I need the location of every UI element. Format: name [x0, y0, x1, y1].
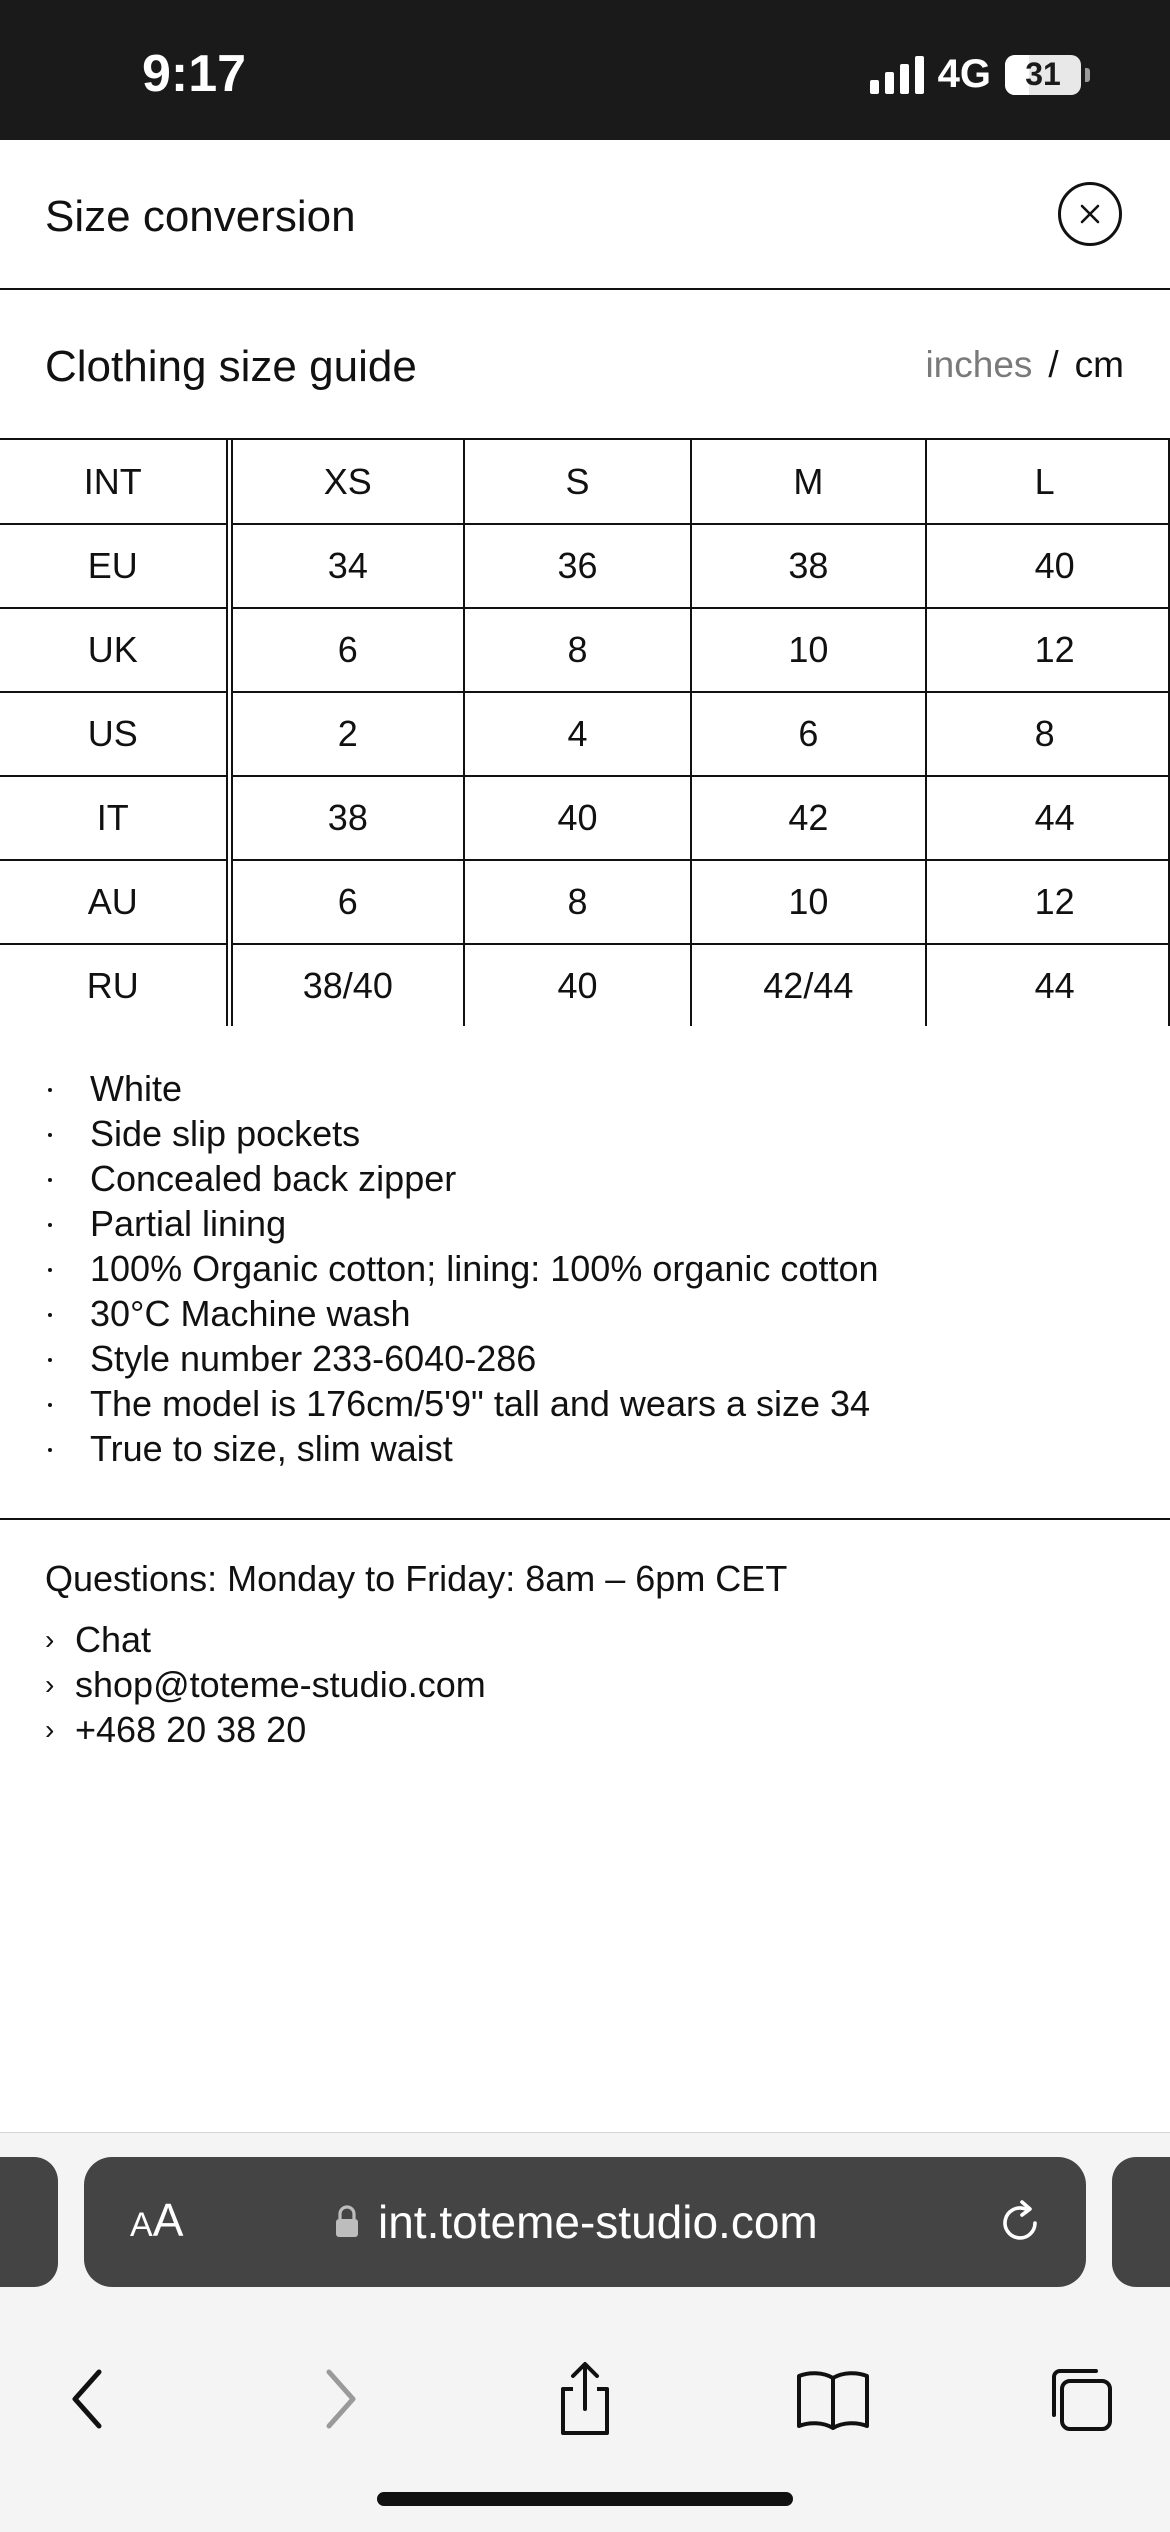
browser-bottom-bar — [0, 2132, 1170, 2532]
back-arrow-icon — [63, 2364, 113, 2434]
size-cell: 6 — [691, 692, 926, 776]
size-cell: 38 — [691, 524, 926, 608]
size-row-label: INT — [0, 440, 229, 524]
previous-tab-preview[interactable] — [0, 2157, 58, 2287]
size-table-row — [0, 692, 1169, 776]
size-cell: 10 — [691, 860, 926, 944]
size-cell: 2 — [229, 692, 464, 776]
modal-header — [0, 140, 1170, 290]
size-cell: 42/44 — [691, 944, 926, 1026]
next-tab-preview[interactable] — [1112, 2157, 1170, 2287]
detail-item: Partial lining — [45, 1201, 878, 1246]
size-table-row — [0, 860, 1169, 944]
text-size-large-label: A — [152, 2194, 184, 2246]
size-guide-heading — [0, 292, 1170, 440]
status-time: 9:17 — [142, 45, 247, 103]
size-row-label: EU — [0, 524, 229, 608]
share-icon — [550, 2359, 620, 2439]
size-cell: 40 — [464, 776, 691, 860]
size-cell: 10 — [691, 608, 926, 692]
size-cell: 12 — [926, 608, 1169, 692]
contact-chat-link[interactable] — [45, 1617, 1125, 1662]
text-size-small-label: A — [130, 2206, 153, 2244]
chevron-right-icon: › — [45, 1624, 55, 1655]
size-row-label: UK — [0, 608, 229, 692]
chevron-right-icon: › — [45, 1669, 55, 1700]
forward-arrow-icon — [315, 2364, 365, 2434]
size-cell: 40 — [926, 524, 1169, 608]
share-button[interactable] — [545, 2359, 625, 2439]
size-cell: 6 — [229, 860, 464, 944]
size-cell: 38/40 — [229, 944, 464, 1026]
contact-phone-link[interactable] — [45, 1707, 1125, 1752]
size-cell: XS — [229, 440, 464, 524]
size-cell: 40 — [464, 944, 691, 1026]
unit-toggle — [925, 344, 1124, 386]
address-bar[interactable] — [84, 2157, 1086, 2287]
close-button[interactable] — [1058, 182, 1122, 246]
browser-toolbar — [0, 2333, 1170, 2453]
size-cell: 8 — [926, 692, 1169, 776]
detail-item: Concealed back zipper — [45, 1156, 878, 1201]
forward-button[interactable] — [300, 2359, 380, 2439]
battery-icon — [1005, 55, 1081, 95]
size-cell: 42 — [691, 776, 926, 860]
contact-email-link[interactable] — [45, 1662, 1125, 1707]
status-bar — [0, 0, 1170, 140]
status-indicators — [870, 52, 1090, 97]
size-cell: 6 — [229, 608, 464, 692]
contact-chat-label: Chat — [75, 1619, 152, 1660]
url-text: int.toteme-studio.com — [378, 2196, 818, 2248]
size-row-label: RU — [0, 944, 229, 1026]
tabs-icon — [1042, 2361, 1118, 2437]
size-row-label: US — [0, 692, 229, 776]
size-guide-title: Clothing size guide — [45, 342, 417, 391]
close-icon — [1078, 202, 1102, 226]
contact-email-label: shop@toteme-studio.com — [75, 1664, 486, 1705]
bookmarks-button[interactable] — [793, 2359, 873, 2439]
chevron-right-icon: › — [45, 1714, 55, 1745]
size-table-row — [0, 776, 1169, 860]
battery-percent: 31 — [1025, 56, 1061, 92]
size-table-row — [0, 440, 1169, 524]
size-cell: 38 — [229, 776, 464, 860]
size-cell: 8 — [464, 608, 691, 692]
modal-title: Size conversion — [45, 192, 356, 241]
back-button[interactable] — [48, 2359, 128, 2439]
detail-item: 100% Organic cotton; lining: 100% organic cotton — [45, 1246, 878, 1291]
size-cell: L — [926, 440, 1169, 524]
size-table-scroll[interactable] — [0, 440, 1170, 1026]
size-cell: 44 — [926, 944, 1169, 1026]
contact-hours: Questions: Monday to Friday: 8am – 6pm CET — [45, 1558, 788, 1599]
text-size-button[interactable] — [130, 2193, 183, 2247]
size-cell: 4 — [464, 692, 691, 776]
size-cell: 36 — [464, 524, 691, 608]
detail-item: Style number 233-6040-286 — [45, 1336, 878, 1381]
unit-cm-button[interactable]: cm — [1074, 344, 1124, 385]
detail-item: White — [45, 1066, 878, 1111]
size-table — [0, 440, 1170, 1026]
contact-phone-label: +468 20 38 20 — [75, 1709, 307, 1750]
size-cell: 44 — [926, 776, 1169, 860]
tabs-button[interactable] — [1040, 2359, 1120, 2439]
detail-item: True to size, slim waist — [45, 1426, 878, 1471]
detail-item: 30°C Machine wash — [45, 1291, 878, 1336]
url-display[interactable] — [334, 2195, 818, 2249]
detail-item: Side slip pockets — [45, 1111, 878, 1156]
product-details — [0, 1026, 1170, 1520]
size-table-row — [0, 524, 1169, 608]
lock-icon — [334, 2205, 360, 2239]
size-row-label: AU — [0, 860, 229, 944]
size-cell: S — [464, 440, 691, 524]
network-label: 4G — [937, 52, 991, 96]
size-cell: 34 — [229, 524, 464, 608]
size-cell: 8 — [464, 860, 691, 944]
contact-section — [45, 1556, 1125, 1752]
unit-inches-button[interactable]: inches — [925, 344, 1033, 385]
reload-button[interactable] — [992, 2193, 1048, 2254]
details-list — [45, 1066, 878, 1471]
battery-tip — [1085, 68, 1090, 82]
reload-icon — [992, 2193, 1048, 2249]
signal-icon — [870, 56, 924, 94]
size-cell: 12 — [926, 860, 1169, 944]
unit-separator: / — [1048, 344, 1059, 385]
home-indicator — [377, 2492, 793, 2506]
detail-item: The model is 176cm/5'9" tall and wears a size 34 — [45, 1381, 878, 1426]
bookmarks-icon — [793, 2364, 873, 2434]
size-cell: M — [691, 440, 926, 524]
size-table-row — [0, 608, 1169, 692]
size-row-label: IT — [0, 776, 229, 860]
size-table-row — [0, 944, 1169, 1026]
